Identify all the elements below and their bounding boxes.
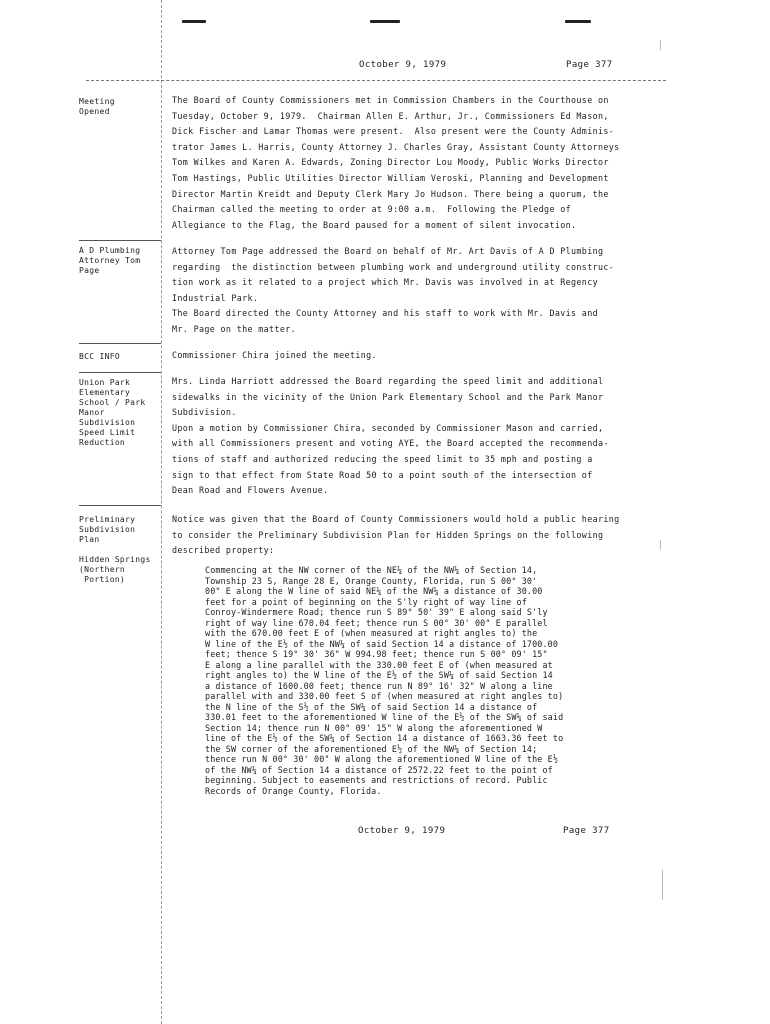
margin-label-union-park: Union Park Elementary School / Park Manor Subdivision Speed Limit Reduction: [79, 378, 146, 447]
paragraph-meeting-opened: The Board of County Commissioners met in Commission Chambers in the Courthouse on Tuesday, October 9, 1979. Chairman Allen E. Arthur, Jr., Commissioners Ed Mason, Dick Fischer and Lamar Thomas were present. Also present were the County Adminis- trator James L. Harris, County Attorney J. Charles Gray, Assistant County Attorneys Tom Wilkes and Karen A. Edwards, Zoning Director Lou Moody, Public Works Director Tom Hastings, Public Utilities Director William Veroski, Planning and Development Director Martin Kreidt and Deputy Clerk Mary Jo Hudson. There being a quorum, the Chairman called the meeting to order at 9:00 a.m. Following the Pledge of Allegiance to the Flag, the Board paused for a moment of silent invocation.: [172, 95, 620, 230]
section-divider: [79, 343, 161, 344]
section-divider: [79, 505, 161, 506]
section-divider: [79, 240, 161, 241]
header-rule: [86, 80, 666, 81]
scan-mark-center: [370, 20, 400, 23]
right-margin-mark: [660, 40, 661, 50]
header-date: October 9, 1979: [359, 60, 447, 70]
section-divider: [79, 372, 161, 373]
margin-label-hidden-springs: Preliminary Subdivision Plan Hidden Springs (Northern Portion): [79, 515, 151, 584]
margin-label-meeting-opened: Meeting Opened: [79, 97, 115, 116]
header-page-number: Page 377: [566, 60, 613, 70]
paragraph-hidden-springs-notice: Notice was given that the Board of County Commissioners would hold a public hearing to consider the Preliminary Subdivision Plan for Hidden Springs on the following described property:: [172, 514, 620, 556]
paragraph-bcc-info: Commissioner Chira joined the meeting.: [172, 350, 377, 360]
right-margin-mark: [662, 870, 663, 900]
margin-rule: [161, 0, 162, 1024]
scan-mark-right: [565, 20, 591, 23]
margin-label-ad-plumbing: A D Plumbing Attorney Tom Page: [79, 246, 141, 275]
footer-date: October 9, 1979: [358, 826, 446, 836]
legal-description: Commencing at the NW corner of the NE¼ of the NW¼ of Section 14, Township 23 S, Range 28 E, Orange County, Florida, run S 00° 30' 00" E along the W line of said NE¼ of the NW¼ a distance of 30.00 feet for a point of beginning on the S'ly right of way line of Conroy-Windermere Road; thence run S 89° 50' 39" E along said S'ly right of way line 670.04 feet; thence run S 00° 30' 00" E parallel with the 670.00 feet E of (when measured at right angles to) the W line of the E½ of the NW¼ of said Section 14 a distance of 1700.00 feet; thence S 19° 30' 36" W 994.98 feet; thence run S 00° 09' 15" E along a line parallel with the 330.00 feet E of (when measured at right angles to) the W line of the E½ of the SW¼ of said Section 14 a distance of 1600.00 feet; thence run N 89° 16' 32" W along a line parallel with and 330.00 feet S of (when measured at right angles to) the N line of the S½ of the SW¼ of said Section 14 a distance of 330.01 feet to the aforementioned W line of the E½ of the SW¼ of said Section 14; thence run N 00° 09' 15" W along the aforementioned W line of the E½ of the SW¼ of Section 14 a distance of 1663.36 feet to the SW corner of the aforementioned E½ of the NW¼ of Section 14; thence run N 00° 30' 00" W along the aforementioned W line of the E½ of the NW¼ of Section 14 a distance of 2572.22 feet to the point of beginning. Subject to easements and restrictions of record. Public Records of Orange County, Florida.: [205, 565, 564, 796]
paragraph-ad-plumbing: Attorney Tom Page addressed the Board on behalf of Mr. Art Davis of A D Plumbing regarding the distinction between plumbing work and underground utility construc- tion work as it related to a project which Mr. Davis was involved in at Regency Industrial Park. The Board directed the County Attorney and his staff to work with Mr. Davis and Mr. Page on the matter.: [172, 246, 615, 334]
scan-mark-left: [182, 20, 206, 23]
footer-page-number: Page 377: [563, 826, 610, 836]
margin-label-bcc-info: BCC INFO: [79, 352, 120, 361]
paragraph-union-park-speed-limit: Mrs. Linda Harriott addressed the Board regarding the speed limit and additional sidewalks in the vicinity of the Union Park Elementary School and the Park Manor Subdivision. Upon a motion by Commissioner Chira, seconded by Commissioner Mason and carried, with all Commissioners present and voting AYE, the Board accepted the recommenda- tions of staff and authorized reducing the speed limit to 35 mph and posting a sign to that effect from State Road 50 to a point south of the intersection of Dean Road and Flowers Avenue.: [172, 376, 609, 496]
